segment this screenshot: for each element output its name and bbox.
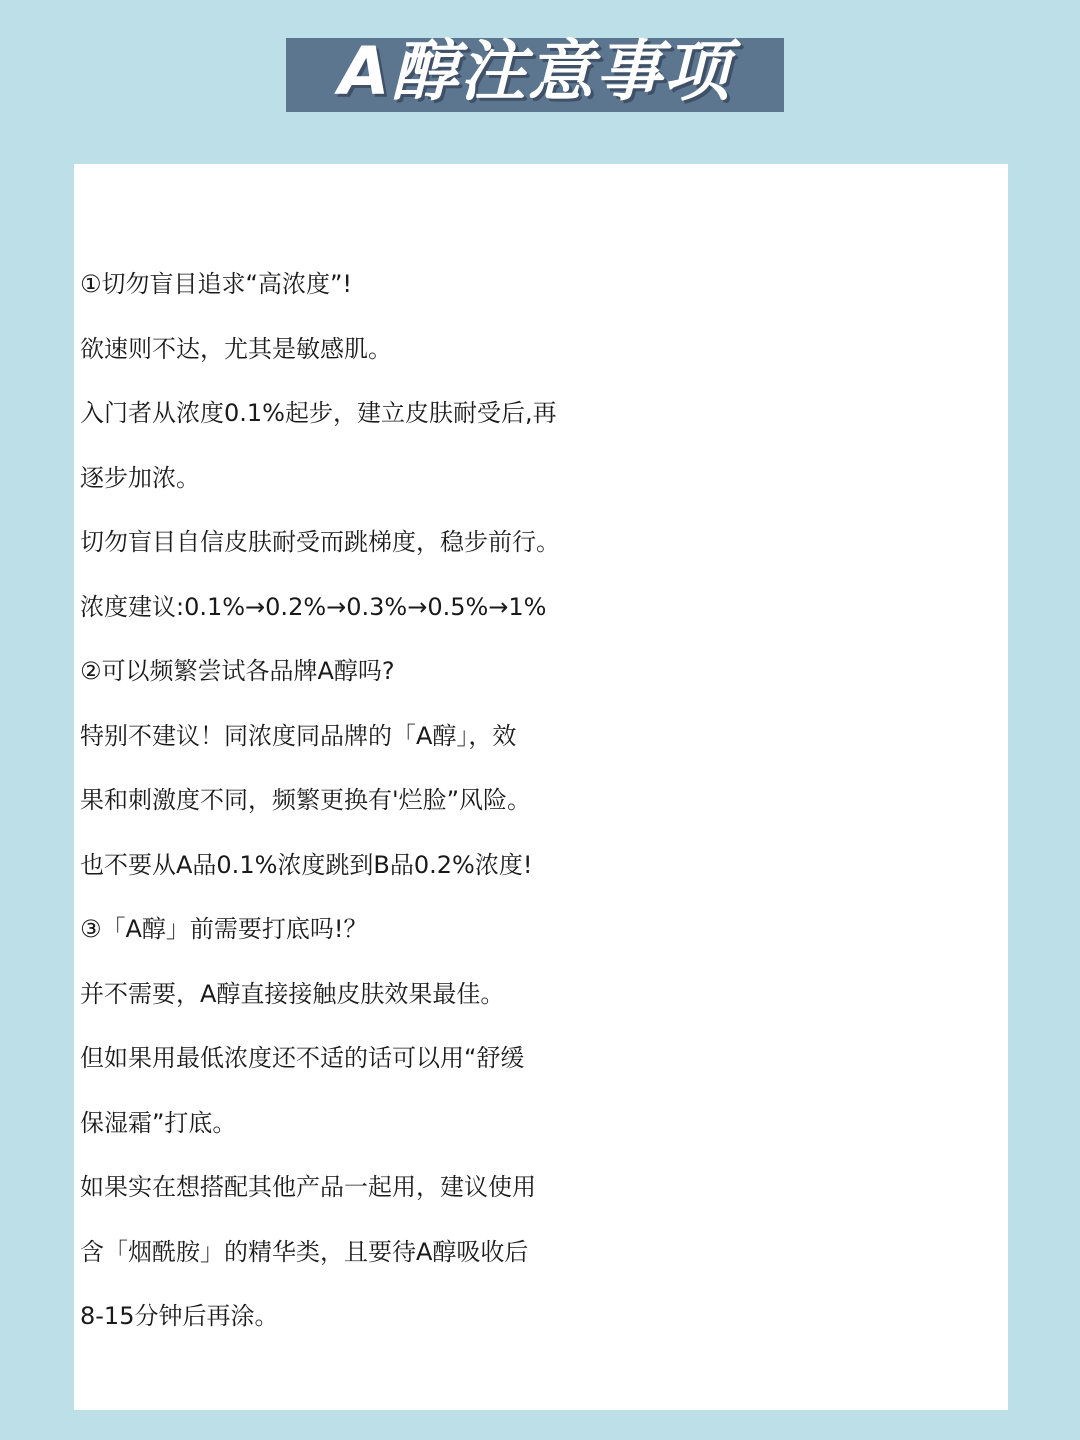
title-banner [286, 33, 784, 112]
text-line: 特别不建议！同浓度同品牌的「A醇」，效 [80, 721, 517, 750]
text-line: 入门者从浓度0.1%起步，建立皮肤耐受后,再 [80, 399, 557, 427]
text-line: 含「烟酰胺」的精华类，且要待A醇吸收后 [80, 1237, 529, 1266]
text-line: 欲速则不达，尤其是敏感肌。 [80, 334, 392, 363]
page-title: A醇注意事项 [338, 33, 732, 110]
text-line: 逐步加浓。 [80, 463, 200, 492]
notes-text [80, 252, 1020, 1349]
text-line: 8-15分钟后再涂。 [80, 1302, 279, 1330]
text-line: 但如果用最低浓度还不适的话可以用“舒缓 [80, 1044, 525, 1072]
text-line: 果和刺激度不同，频繁更换有'烂脸”风险。 [80, 786, 532, 814]
text-line: 浓度建议:0.1%→0.2%→0.3%→0.5%→1% [80, 592, 547, 621]
text-line: ③「A醇」前需要打底吗!？ [80, 915, 368, 943]
text-line: 切勿盲目自信皮肤耐受而跳梯度，稳步前行。 [80, 528, 560, 556]
text-line: 并不需要，A醇直接接触皮肤效果最佳。 [80, 979, 505, 1008]
text-line: 保湿霜”打底。 [80, 1108, 237, 1137]
text-line: 如果实在想搭配其他产品一起用，建议使用 [80, 1173, 536, 1201]
text-line: ①切勿盲目追求“高浓度”! [80, 270, 353, 298]
text-line: ②可以频繁尝试各品牌A醇吗? [80, 657, 395, 685]
text-line: 也不要从A品0.1%浓度跳到B品0.2%浓度! [80, 850, 533, 879]
